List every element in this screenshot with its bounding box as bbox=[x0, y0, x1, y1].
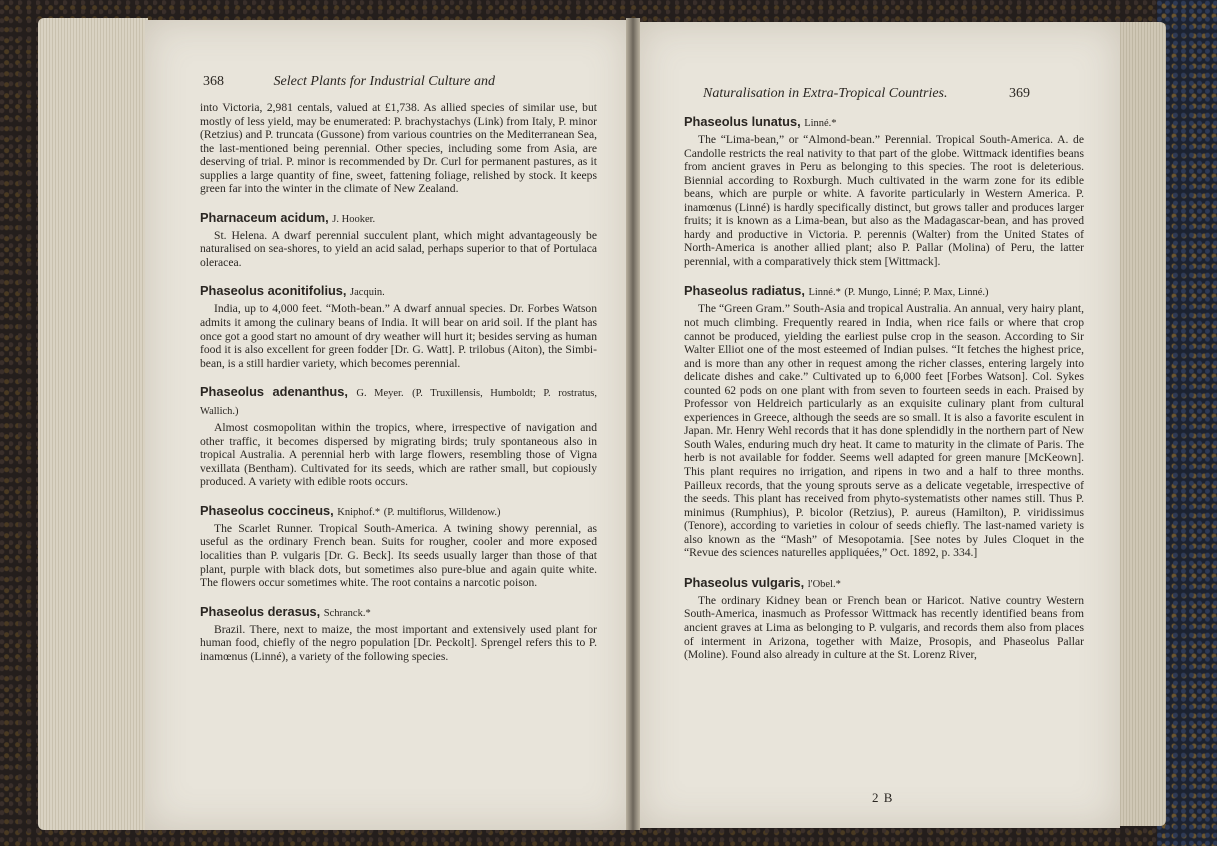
species-authority: Schranck.* bbox=[323, 607, 371, 619]
running-head: Naturalisation in Extra-Tropical Countries. bbox=[703, 86, 948, 101]
book-gutter bbox=[626, 18, 640, 830]
species-authority: G. Meyer. bbox=[356, 388, 404, 400]
species-entry bbox=[200, 210, 597, 270]
species-name: Pharnaceum acidum, bbox=[200, 209, 329, 225]
entry-text: India, up to 4,000 feet. “Moth-bean.” A dwarf annual species. Dr. Forbes Watson admits it among the culinary beans of India. It will bear on arid soil. If the plant has once got a good start no amount of dry weather will hurt it; besides serving as human food it is also excellent for green fodder [Dr. G. Watt]. P. trilobus (Aiton), the Simbi-bean, is a still hardier variety, which becomes perennial. bbox=[200, 302, 597, 370]
entry-text: The ordinary Kidney bean or French bean or Haricot. Native country Western South-America, inasmuch as Professor Wittmack has recently identified beans from ancient graves at Lima as belonging to P. vulgaris, and records them also from places of interment in Arizona, together with Maize, Prosopis, and Phaseolus Pallar (Moline). Found also already in culture at the St. Lorenz River, bbox=[684, 593, 1084, 662]
page-number: 368 bbox=[203, 74, 224, 89]
entry-text: St. Helena. A dwarf perennial succulent plant, which might advantageously be naturalised on sea-shores, to yield an acid salad, perhaps superior to that of Portulaca oleracea. bbox=[200, 228, 597, 269]
entry-heading bbox=[684, 575, 1084, 593]
species-name: Phaseolus derasus, bbox=[200, 603, 321, 619]
species-authority: J. Hooker. bbox=[332, 213, 376, 225]
species-name: Phaseolus aconitifolius, bbox=[200, 283, 347, 299]
page-number: 369 bbox=[1009, 86, 1031, 101]
left-page-stack bbox=[38, 18, 148, 830]
species-authority: Linné.* bbox=[808, 287, 841, 299]
species-entry bbox=[200, 503, 597, 590]
species-entry bbox=[684, 114, 1084, 268]
book-cover-edge bbox=[1157, 0, 1217, 846]
entry-heading bbox=[200, 604, 597, 622]
species-name: Phaseolus adenanthus, bbox=[200, 384, 348, 400]
entry-heading bbox=[200, 384, 597, 420]
species-entry bbox=[200, 384, 597, 489]
right-page-header bbox=[703, 86, 1030, 102]
opening-paragraph: into Victoria, 2,981 centals, valued at £1,738. As allied species of similar use, but mostly of less yield, may be enumerated: P. brachystachys (Link) from Italy, P. minor (Retzius) and P. truncata (Gussone) from various countries on the Mediterranean Sea, the last-mentioned being perennial. Other species, including some from Asia, are deserving of trial. P. minor is recommended by Dr. Curl for permanent pastures, as it supplies a large quantity of fine, sweet, fattening foliage, relished by stock. It keeps green far into the winter in the climate of New Zealand. bbox=[200, 101, 597, 196]
species-synonyms: (P. Truxillensis, Humboldt; P. rostratus, Wallich.) bbox=[200, 388, 597, 418]
right-page-column bbox=[684, 114, 1084, 662]
signature-mark: 2 B bbox=[872, 790, 894, 805]
species-authority: Kniphof.* bbox=[337, 506, 381, 518]
species-entry bbox=[684, 575, 1084, 662]
species-name: Phaseolus radiatus, bbox=[684, 283, 805, 299]
species-entry bbox=[200, 604, 597, 664]
species-authority: l'Obel.* bbox=[807, 578, 841, 590]
entry-heading bbox=[200, 503, 597, 521]
left-page-header bbox=[203, 74, 495, 90]
entry-text: The “Lima-bean,” or “Almond-bean.” Perennial. Tropical South-America. A. de Candolle restricts the real nativity to that part of the globe. Wittmack identifies beans from ancient graves in Peru as belonging to this species. The root is deleterious. Biennial according to Roxburgh. Much cultivated in the warm zone for its edible beans, which are purple or white. A favorite particularly in Western America. P. inamœnus (Linné) is hardly specifically distinct, but grows taller and produces larger fruits; it is known as a Lima-bean, but also as the Madagascar-bean, and has proved hardy and productive in Victoria. P. perennis (Walter) from the United States of North-America is another allied plant; also P. Pallar (Molina) of Peru, the latter perennial, with a comparatively thick stem [Wittmack]. bbox=[684, 133, 1084, 268]
species-entry bbox=[200, 283, 597, 370]
species-name: Phaseolus coccineus, bbox=[200, 502, 334, 518]
entry-text: Brazil. There, next to maize, the most important and extensively used plant for human food, chiefly of the negro population [Dr. Peckolt]. Sprengel refers this to P. inamœnus (Linné), a variety of the following species. bbox=[200, 622, 597, 663]
species-synonyms: (P. multiflorus, Willdenow.) bbox=[383, 506, 501, 518]
entry-heading bbox=[200, 283, 597, 301]
entry-text: The Scarlet Runner. Tropical South-America. A twining showy perennial, as useful as the ordinary French bean. Suits for rougher, cooler and more exposed localities than P. vulgaris [Dr. G. Beck]. Its seeds usually larger than those of that plant, purple with black dots, but sometimes also pure-blue and again quite white. The flowers occur sometimes white. The root contains a narcotic poison. bbox=[200, 521, 597, 590]
species-entry bbox=[684, 283, 1084, 559]
species-synonyms: (P. Mungo, Linné; P. Max, Linné.) bbox=[844, 287, 989, 299]
entry-heading bbox=[684, 114, 1084, 132]
entry-heading bbox=[684, 283, 1084, 301]
species-authority: Linné.* bbox=[804, 118, 837, 129]
entry-heading bbox=[200, 210, 597, 228]
species-name: Phaseolus lunatus, bbox=[684, 114, 801, 129]
entry-text: Almost cosmopolitan within the tropics, where, irrespective of navigation and other traffic, it becomes dispersed by migrating birds; truly spontaneous also in tropical Australia. A perennial herb with large flowers, resembling those of Vigna vexillata (Bentham). Cultivated for its seeds, which are rather small, but copiously produced. A variety with edible roots occurs. bbox=[200, 421, 597, 489]
right-page-stack bbox=[1118, 22, 1166, 826]
species-name: Phaseolus vulgaris, bbox=[684, 574, 805, 590]
left-page-column bbox=[200, 101, 597, 663]
entry-text: The “Green Gram.” South-Asia and tropical Australia. An annual, very hairy plant, not much climbing. Frequently reared in India, when rice fails or where that crop cannot be produced, yielding the earliest pulse crop in the season. According to Sir Walter Elliot one of the most esteemed of Indian pulses. “It fetches the highest price, and is more than any other in request among the richer classes, entering largely into delicate dishes and cake.” Cultivated up to 6,000 feet [Forbes Watson]. Col. Sykes counted 62 pods on one plant with from seven to fourteen seeds in each. Praised by Professor von Heldreich particularly as an exquisite culinary plant from cultural experiences in Greece, although the seeds are so small. It is also a favorite esculent in Japan. Mr. Henry Wehl records that it has done splendidly in the northern part of New South Wales, enduring much dry heat. It came to maturity in the climate of Paris. The herb is not available for fodder. Seems well adapted for green manure [McKeown]. This plant requires no irrigation, and ripens in two and a half to three months. Pailleux records, that the young sprouts serve as a delicate vegetable, irrespective of the seeds. This plant has received from phyto-systematists other names still. Thus P. minimus (Rumphius), P. bicolor (Retzius), P. aureus (Hamilton), P. viridissimus (Tenore), according to varieties in colour of seeds chiefly. The last-named variety is also known as the “Mash” of Mesopotamia. [See notes by Jules Cloquet in the “Revue des sciences naturelles appliquées,” Oct. 1892, p. 334.] bbox=[684, 302, 1084, 560]
species-authority: Jacquin. bbox=[350, 287, 385, 299]
running-head: Select Plants for Industrial Culture and bbox=[273, 74, 496, 89]
